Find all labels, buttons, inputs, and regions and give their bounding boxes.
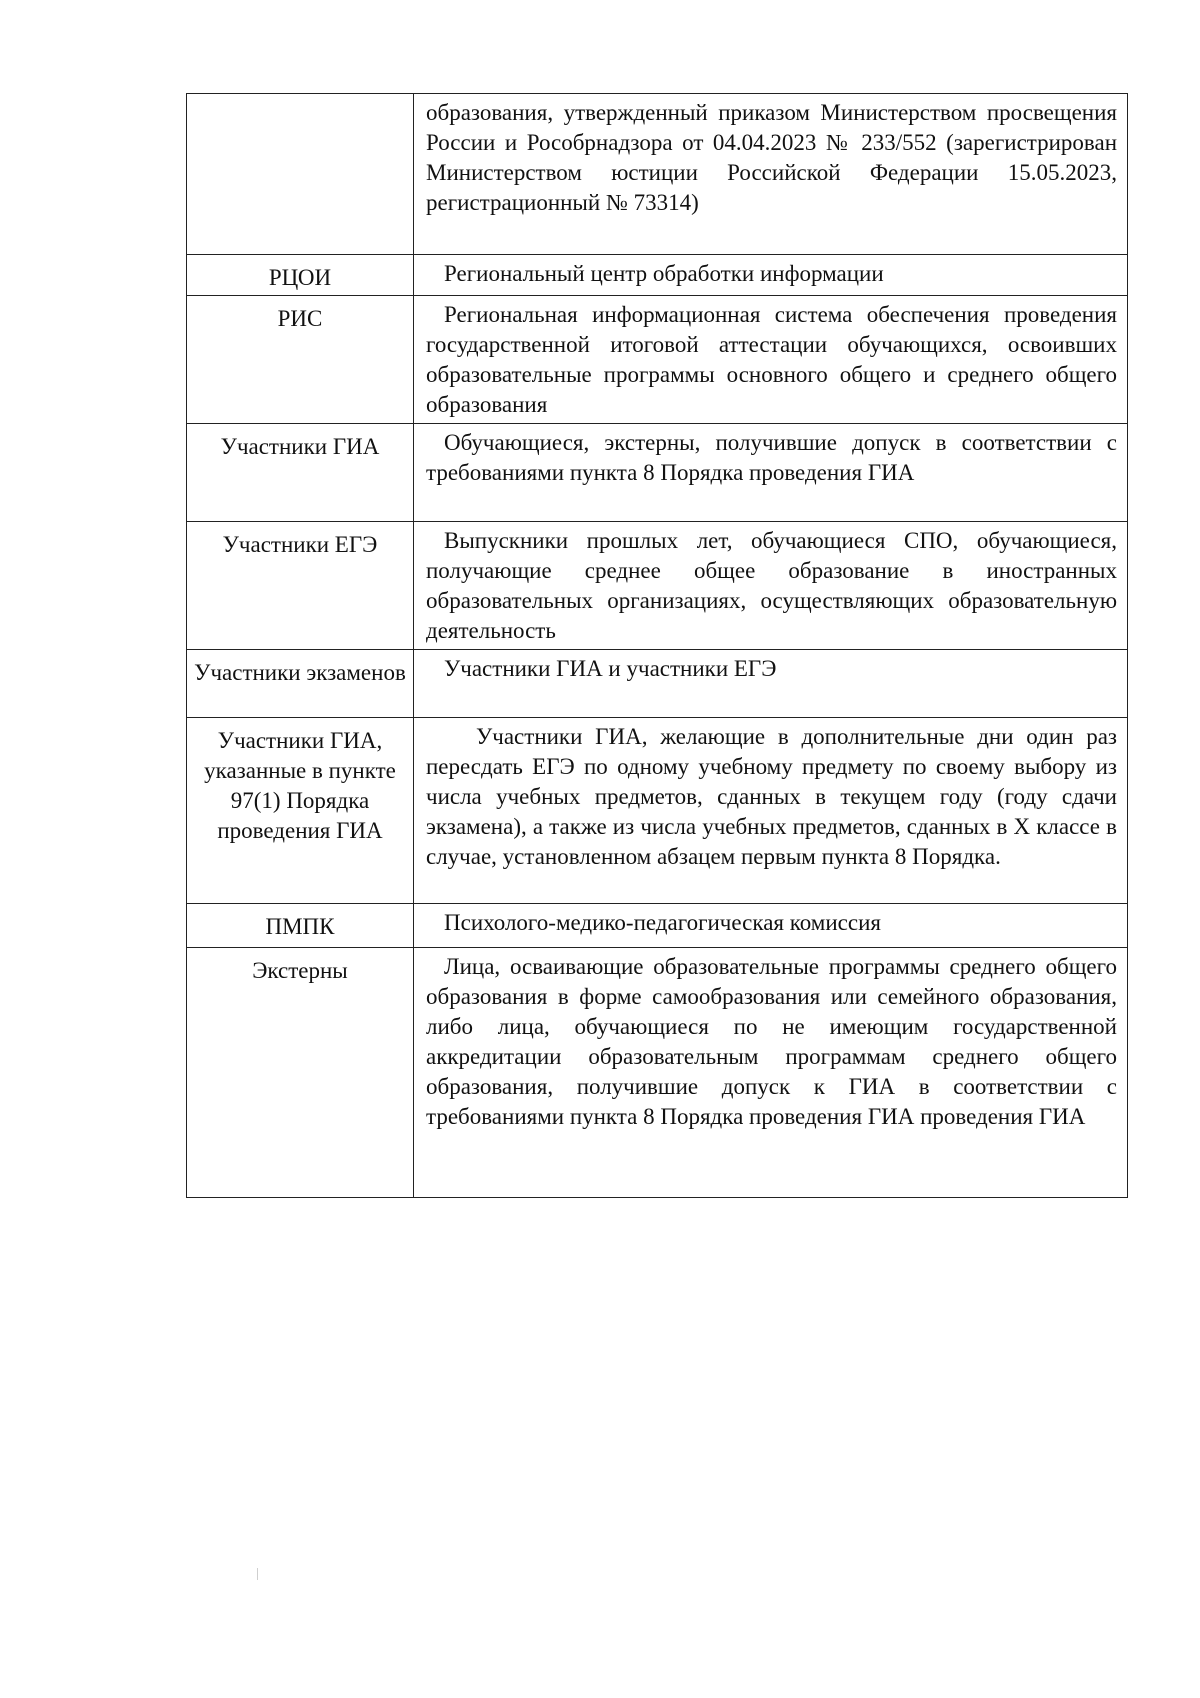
term-cell: [187, 94, 414, 255]
term-cell: [187, 296, 414, 424]
table-row: [187, 94, 1128, 255]
term-text: Экстерны: [252, 958, 348, 983]
definition-cell: [414, 948, 1128, 1198]
definition-cell: [414, 522, 1128, 650]
definition-cell: [414, 296, 1128, 424]
term-text: Участники ГИА: [220, 434, 380, 459]
definition-text: Региональная информационная система обеспечения проведения государственной итоговой аттестации обучающихся, освоивших образовательные программы основного общего и среднего общего образования: [426, 302, 1117, 417]
definition-cell: [414, 650, 1128, 718]
terms-table: [186, 93, 1128, 1198]
term-cell: [187, 718, 414, 904]
term-cell: [187, 424, 414, 522]
definition-text: Психолого-медико-педагогическая комиссия: [444, 910, 881, 935]
definition-cell: [414, 718, 1128, 904]
term-cell: [187, 948, 414, 1198]
definition-text: Лица, осваивающие образовательные программы среднего общего образования в форме самообразования или семейного образования, либо лица, обучающиеся по не имеющим государственной аккредитации образовательным программам среднего общего образования, получившие допуск к ГИА в соответствии с требованиями пункта 8 Порядка проведения ГИА проведения ГИА: [426, 954, 1117, 1129]
definition-text: Участники ГИА и участники ЕГЭ: [444, 656, 777, 681]
term-text: Участники ГИА, указанные в пункте 97(1) Порядка проведения ГИА: [204, 728, 396, 843]
term-cell: [187, 255, 414, 296]
table-row: [187, 255, 1128, 296]
definition-cell: [414, 904, 1128, 948]
definition-cell: [414, 255, 1128, 296]
table-row: [187, 650, 1128, 718]
term-text: РИС: [277, 306, 323, 331]
table-row: [187, 522, 1128, 650]
scan-artifact: [257, 1568, 258, 1580]
table-row: [187, 948, 1128, 1198]
definition-text: Выпускники прошлых лет, обучающиеся СПО, обучающиеся, получающие среднее общее образование в иностранных образовательных организациях, осуществляющих образовательную деятельность: [426, 528, 1117, 643]
term-text: Участники ЕГЭ: [222, 532, 378, 557]
definition-text: образования, утвержденный приказом Министерством просвещения России и Рособрнадзора от 04.04.2023 № 233/552 (зарегистрирован Министерством юстиции Российской Федерации 15.05.2023, регистрационный № 73314): [426, 100, 1117, 215]
definition-cell: [414, 424, 1128, 522]
term-cell: [187, 650, 414, 718]
table-row: [187, 904, 1128, 948]
table-row: [187, 718, 1128, 904]
term-cell: [187, 522, 414, 650]
table-row: [187, 424, 1128, 522]
definition-text: Участники ГИА, желающие в дополнительные дни один раз пересдать ЕГЭ по одному учебному предмету по своему выбору из числа учебных предметов, сданных в текущем году (году сдачи экзамена), а также из числа учебных предметов, сданных в X классе в случае, установленном абзацем первым пункта 8 Порядка.: [426, 724, 1117, 869]
definition-cell: [414, 94, 1128, 255]
term-text: ПМПК: [265, 914, 335, 939]
term-text: [191, 98, 409, 102]
term-text: Участники экзаменов: [194, 660, 406, 685]
table-row: [187, 296, 1128, 424]
definition-text: Обучающиеся, экстерны, получившие допуск в соответствии с требованиями пункта 8 Порядка проведения ГИА: [426, 430, 1117, 485]
term-text: РЦОИ: [268, 265, 332, 290]
term-cell: [187, 904, 414, 948]
definition-text: Региональный центр обработки информации: [444, 261, 884, 286]
